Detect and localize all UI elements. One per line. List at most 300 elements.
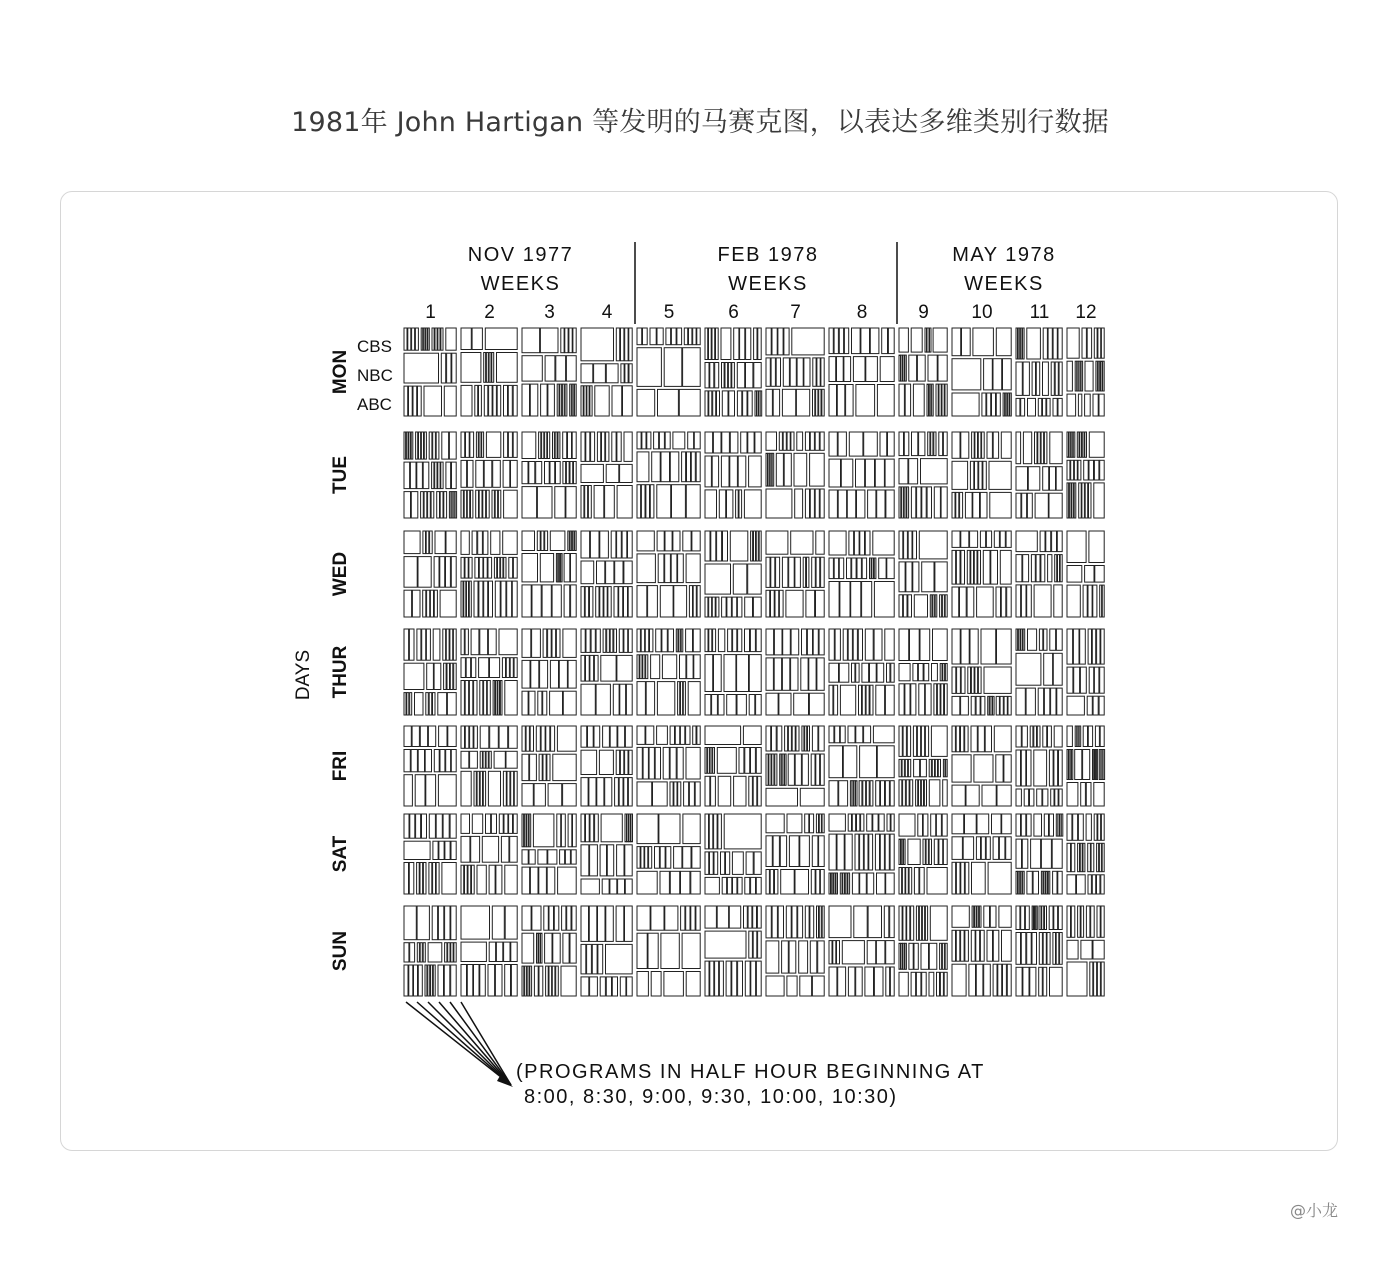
mosaic-tile bbox=[885, 685, 894, 715]
mosaic-tile bbox=[911, 906, 914, 940]
mosaic-tile bbox=[600, 531, 609, 558]
mosaic-tile bbox=[447, 353, 451, 383]
mosaic-tile bbox=[530, 384, 538, 416]
mosaic-tile bbox=[870, 328, 879, 354]
mosaic-tile bbox=[553, 933, 560, 963]
mosaic-tile bbox=[880, 357, 894, 382]
mosaic-tile bbox=[829, 873, 831, 894]
mosaic-tile bbox=[922, 487, 926, 518]
mosaic-tile bbox=[406, 432, 408, 459]
mosaic-tile bbox=[904, 839, 906, 864]
mosaic-tile bbox=[1055, 789, 1058, 806]
mosaic-tile bbox=[1023, 362, 1029, 395]
mosaic-tile bbox=[625, 906, 633, 941]
mosaic-tile bbox=[852, 663, 855, 682]
mosaic-tile bbox=[1094, 814, 1097, 840]
mosaic-tile bbox=[946, 759, 948, 776]
mosaic-tile bbox=[758, 776, 762, 806]
mosaic-tile bbox=[938, 759, 940, 776]
mosaic-tile bbox=[1016, 328, 1018, 359]
mosaic-tile bbox=[424, 432, 426, 459]
mosaic-tile bbox=[413, 386, 417, 416]
mosaic-tile bbox=[809, 658, 816, 690]
mosaic-tile bbox=[504, 814, 508, 833]
mosaic-tile bbox=[847, 490, 855, 518]
mosaic-tile bbox=[857, 490, 865, 518]
mosaic-tile bbox=[686, 747, 700, 779]
mosaic-tile bbox=[913, 726, 916, 756]
mosaic-tile bbox=[693, 328, 696, 345]
week-number: 3 bbox=[544, 302, 555, 323]
mosaic-tile bbox=[911, 328, 922, 352]
mosaic-tile bbox=[717, 748, 736, 774]
mosaic-tile bbox=[749, 931, 753, 958]
mosaic-tile bbox=[451, 492, 453, 518]
mosaic-tile bbox=[529, 691, 535, 715]
mosaic-tile bbox=[750, 629, 755, 652]
mosaic-tile bbox=[637, 655, 639, 679]
mosaic-tile bbox=[766, 629, 774, 655]
mosaic-tile bbox=[461, 681, 464, 716]
mosaic-tile bbox=[615, 561, 623, 584]
mosaic-tile bbox=[899, 595, 903, 617]
mosaic-tile bbox=[504, 942, 510, 961]
mosaic-tile bbox=[452, 462, 457, 489]
mosaic-tile bbox=[527, 966, 529, 996]
week-number: 8 bbox=[856, 302, 868, 323]
mosaic-tile bbox=[631, 814, 633, 842]
mosaic-tile bbox=[940, 664, 942, 681]
mosaic-tile bbox=[874, 582, 894, 618]
mosaic-tile bbox=[917, 487, 921, 518]
mosaic-tile bbox=[448, 726, 456, 747]
mosaic-tile bbox=[880, 432, 887, 456]
mosaic-tile bbox=[453, 629, 456, 660]
mosaic-tile bbox=[1049, 493, 1062, 518]
mosaic-tile bbox=[581, 486, 584, 519]
mosaic-tile bbox=[792, 328, 824, 355]
mosaic-chart bbox=[61, 192, 1339, 1152]
mosaic-tile bbox=[717, 906, 728, 928]
mosaic-tile bbox=[938, 355, 947, 381]
mosaic-tile bbox=[417, 863, 420, 895]
mosaic-tile bbox=[811, 754, 815, 785]
mosaic-tile bbox=[449, 492, 451, 518]
mosaic-tile bbox=[541, 384, 548, 416]
mosaic-tile bbox=[1016, 789, 1021, 806]
mosaic-tile bbox=[447, 693, 456, 715]
mosaic-tile bbox=[537, 531, 540, 551]
mosaic-tile bbox=[1030, 789, 1034, 806]
mosaic-tile bbox=[1020, 871, 1022, 894]
mosaic-tile bbox=[423, 863, 426, 895]
mosaic-tile bbox=[829, 726, 834, 743]
mosaic-tile bbox=[1089, 460, 1094, 480]
mosaic-tile bbox=[444, 386, 456, 416]
mosaic-tile bbox=[450, 814, 456, 838]
mosaic-tile bbox=[822, 389, 824, 416]
mosaic-tile bbox=[829, 967, 837, 996]
mosaic-tile bbox=[724, 655, 736, 692]
mosaic-tile bbox=[910, 629, 920, 661]
mosaic-tile bbox=[538, 691, 542, 715]
mosaic-tile bbox=[662, 655, 676, 679]
annotation-group bbox=[406, 1002, 985, 1108]
mosaic-tile bbox=[1067, 432, 1069, 457]
mosaic-tile bbox=[507, 771, 510, 806]
mosaic-tile bbox=[424, 492, 427, 518]
mosaic-tile bbox=[453, 492, 455, 518]
mosaic-tile bbox=[766, 358, 770, 386]
mosaic-tile bbox=[603, 726, 610, 747]
mosaic-tile bbox=[637, 629, 640, 652]
mosaic-tile bbox=[772, 726, 777, 751]
mosaic-tile bbox=[919, 531, 947, 559]
mosaic-tile bbox=[970, 629, 978, 664]
mosaic-tile bbox=[714, 814, 718, 849]
mosaic-tile bbox=[581, 364, 593, 383]
mosaic-tile bbox=[934, 684, 937, 715]
mosaic-tile bbox=[601, 814, 622, 842]
mosaic-tile bbox=[712, 456, 718, 487]
mosaic-tile bbox=[965, 726, 968, 752]
mosaic-tile bbox=[525, 966, 527, 996]
mosaic-tile bbox=[438, 693, 447, 715]
mosaic-tile bbox=[782, 658, 789, 690]
mosaic-tile bbox=[1022, 839, 1028, 868]
mosaic-tile bbox=[604, 587, 607, 617]
mosaic-tile bbox=[1043, 933, 1046, 965]
mosaic-tile bbox=[563, 784, 577, 806]
mosaic-tile bbox=[831, 873, 833, 894]
mosaic-tile bbox=[856, 781, 858, 806]
mosaic-tile bbox=[839, 558, 843, 579]
mosaic-tile bbox=[899, 328, 908, 352]
mosaic-tile bbox=[691, 452, 695, 482]
mosaic-tile bbox=[856, 663, 859, 682]
mosaic-tile bbox=[417, 943, 419, 962]
mosaic-tile bbox=[597, 561, 605, 584]
mosaic-tile bbox=[939, 384, 941, 416]
mosaic-tile bbox=[567, 906, 571, 930]
mosaic-tile bbox=[454, 663, 457, 689]
mosaic-tile bbox=[961, 862, 965, 894]
mosaic-tile bbox=[625, 814, 627, 842]
mosaic-tile bbox=[575, 384, 577, 416]
mosaic-tile bbox=[848, 629, 852, 660]
mosaic-tile bbox=[1016, 814, 1021, 836]
mosaic-tile bbox=[805, 432, 809, 450]
mosaic-tile bbox=[876, 781, 880, 806]
mosaic-tile bbox=[924, 780, 926, 806]
mosaic-tile bbox=[1099, 394, 1104, 416]
mosaic-tile bbox=[435, 531, 445, 554]
mosaic-tile bbox=[429, 693, 432, 715]
mosaic-tile bbox=[1067, 531, 1086, 563]
mosaic-tile bbox=[888, 432, 895, 456]
mosaic-tile bbox=[829, 432, 837, 456]
mosaic-tile bbox=[829, 834, 836, 870]
mosaic-tile bbox=[945, 595, 947, 617]
mosaic-tile bbox=[975, 461, 978, 489]
mosaic-tile bbox=[722, 877, 726, 894]
mosaic-tile bbox=[1016, 688, 1025, 715]
mosaic-tile bbox=[553, 432, 555, 459]
mosaic-tile bbox=[524, 814, 526, 847]
mosaic-tile bbox=[1028, 398, 1036, 416]
mosaic-tile bbox=[485, 328, 517, 350]
mosaic-tile bbox=[705, 726, 741, 745]
mosaic-tile bbox=[905, 384, 910, 416]
mosaic-tile bbox=[1034, 750, 1047, 786]
mosaic-tile bbox=[573, 814, 577, 847]
mosaic-tile bbox=[547, 867, 555, 894]
mosaic-tile bbox=[705, 432, 713, 453]
mosaic-tile bbox=[791, 629, 799, 655]
mosaic-tile bbox=[1000, 531, 1005, 547]
mosaic-tile bbox=[1051, 362, 1054, 395]
mosaic-tile bbox=[1001, 587, 1006, 617]
mosaic-tile bbox=[885, 459, 894, 487]
mosaic-tile bbox=[504, 385, 508, 416]
mosaic-tile bbox=[860, 834, 864, 870]
mosaic-tile bbox=[837, 834, 844, 870]
mosaic-tile bbox=[798, 906, 803, 938]
mosaic-tile bbox=[1039, 629, 1042, 650]
mosaic-tile bbox=[848, 967, 855, 996]
mosaic-tile bbox=[434, 557, 439, 588]
mosaic-tile bbox=[409, 386, 413, 416]
mosaic-tile bbox=[771, 590, 775, 617]
mosaic-tile bbox=[687, 452, 691, 482]
mosaic-tile bbox=[1021, 814, 1026, 836]
mosaic-tile bbox=[613, 684, 619, 715]
mosaic-tile bbox=[617, 845, 624, 876]
mosaic-tile bbox=[557, 726, 576, 751]
mosaic-tile bbox=[1083, 585, 1087, 617]
mosaic-tile bbox=[490, 726, 499, 748]
mosaic-tile bbox=[834, 685, 838, 715]
mosaic-tile bbox=[795, 870, 809, 895]
mosaic-tile bbox=[789, 941, 796, 973]
mosaic-tile bbox=[1101, 328, 1104, 358]
mosaic-tile bbox=[766, 557, 770, 587]
mosaic-tile bbox=[786, 906, 791, 938]
mosaic-tile bbox=[556, 462, 561, 484]
mosaic-tile bbox=[1016, 750, 1021, 786]
mosaic-tile bbox=[942, 943, 944, 969]
mosaic-tile bbox=[1046, 531, 1051, 552]
mosaic-tile bbox=[931, 814, 936, 836]
mosaic-tile bbox=[1043, 967, 1047, 996]
mosaic-tile bbox=[676, 629, 678, 652]
mosaic-tile bbox=[849, 432, 863, 456]
mosaic-tile bbox=[601, 655, 616, 681]
mosaic-tile bbox=[919, 684, 925, 715]
mosaic-tile bbox=[408, 328, 411, 350]
mosaic-tile bbox=[549, 966, 552, 996]
mosaic-tile bbox=[1058, 555, 1060, 582]
mosaic-tile bbox=[810, 489, 814, 518]
pointer-line bbox=[417, 1002, 511, 1085]
mosaic-tile bbox=[745, 961, 750, 996]
mosaic-tile bbox=[1079, 483, 1082, 518]
mosaic-tile bbox=[1098, 328, 1101, 358]
mosaic-tile bbox=[965, 930, 969, 961]
mosaic-tile bbox=[483, 771, 485, 806]
mosaic-tile bbox=[466, 432, 470, 457]
mosaic-tile bbox=[496, 942, 502, 961]
mosaic-tile bbox=[651, 655, 660, 679]
mosaic-tile bbox=[483, 490, 486, 518]
mosaic-tile bbox=[646, 682, 654, 715]
mosaic-tile bbox=[829, 781, 838, 806]
mosaic-tile bbox=[931, 726, 947, 756]
mosaic-tile bbox=[643, 328, 648, 345]
mosaic-tile bbox=[568, 531, 570, 551]
mosaic-tile bbox=[754, 852, 761, 875]
mosaic-tile bbox=[1032, 362, 1035, 395]
mosaic-tile bbox=[996, 696, 999, 715]
mosaic-tile bbox=[472, 328, 482, 350]
mosaic-tile bbox=[539, 933, 541, 963]
week-number: 5 bbox=[663, 302, 675, 323]
mosaic-tile bbox=[563, 933, 569, 963]
mosaic-tile bbox=[461, 557, 464, 578]
mosaic-tile bbox=[1078, 814, 1083, 840]
mosaic-tile bbox=[1031, 839, 1041, 868]
mosaic-tile bbox=[548, 384, 555, 416]
mosaic-tile bbox=[697, 586, 700, 617]
mosaic-tile bbox=[522, 531, 535, 551]
mosaic-tile bbox=[884, 906, 889, 938]
mosaic-tile bbox=[411, 432, 413, 459]
mosaic-tile bbox=[1067, 394, 1076, 416]
mosaic-tile bbox=[606, 464, 619, 482]
mosaic-tile bbox=[513, 432, 517, 457]
mosaic-tile bbox=[404, 863, 409, 895]
mosaic-tile bbox=[879, 814, 884, 831]
mosaic-tile bbox=[648, 586, 658, 617]
mosaic-tile bbox=[905, 355, 907, 381]
mosaic-tile bbox=[581, 561, 594, 584]
mosaic-tile bbox=[902, 868, 905, 895]
mosaic-tile bbox=[461, 726, 465, 748]
mosaic-tile bbox=[637, 871, 657, 894]
mosaic-tile bbox=[1067, 328, 1079, 358]
mosaic-tile bbox=[522, 867, 530, 894]
mosaic-tile bbox=[511, 942, 517, 961]
mosaic-tile bbox=[908, 759, 910, 776]
mosaic-tile bbox=[905, 684, 910, 715]
mosaic-tile bbox=[561, 328, 564, 353]
mosaic-tile bbox=[1034, 814, 1042, 836]
mosaic-tile bbox=[899, 562, 905, 592]
mosaic-tile bbox=[489, 865, 495, 894]
mosaic-tile bbox=[1078, 460, 1081, 480]
mosaic-tile bbox=[812, 976, 824, 996]
mosaic-tile bbox=[856, 967, 863, 996]
mosaic-tile bbox=[934, 487, 940, 518]
mosaic-tile bbox=[910, 780, 913, 806]
mosaic-tile bbox=[1027, 750, 1032, 786]
mosaic-tile bbox=[1082, 328, 1086, 358]
mosaic-tile bbox=[660, 871, 669, 894]
mosaic-tile bbox=[571, 585, 577, 617]
mosaic-tile bbox=[671, 328, 676, 345]
mosaic-tile bbox=[766, 754, 768, 785]
mosaic-tile bbox=[999, 837, 1005, 860]
mosaic-tile bbox=[923, 814, 928, 836]
mosaic-tile bbox=[470, 751, 478, 768]
mosaic-tile bbox=[497, 385, 501, 416]
mosaic-tile bbox=[657, 682, 674, 715]
mosaic-tile bbox=[788, 754, 794, 785]
mosaic-tile bbox=[891, 663, 894, 682]
mosaic-tile bbox=[738, 456, 746, 487]
mosaic-tile bbox=[545, 933, 552, 963]
mosaic-tile bbox=[739, 748, 744, 774]
mosaic-tile bbox=[653, 782, 668, 806]
mosaic-tile bbox=[1058, 871, 1062, 894]
mosaic-tile bbox=[942, 384, 944, 416]
mosaic-tile bbox=[797, 358, 803, 386]
mosaic-tile bbox=[522, 784, 533, 806]
mosaic-tile bbox=[682, 452, 686, 482]
mosaic-tile bbox=[1077, 361, 1079, 391]
mosaic-tile bbox=[550, 462, 555, 484]
mosaic-tile bbox=[461, 906, 490, 939]
mosaic-tile bbox=[921, 459, 948, 484]
mosaic-tile bbox=[614, 587, 618, 617]
mosaic-tile bbox=[1003, 964, 1007, 996]
mosaic-tile bbox=[439, 726, 447, 747]
mosaic-tile bbox=[917, 355, 925, 381]
mosaic-tile bbox=[901, 355, 903, 381]
mosaic-tile bbox=[929, 384, 931, 416]
mosaic-tile bbox=[1048, 871, 1050, 894]
mosaic-tile bbox=[444, 965, 450, 996]
weeks-label: WEEKS bbox=[728, 273, 808, 295]
mosaic-tile bbox=[1058, 328, 1062, 359]
mosaic-tile bbox=[1057, 531, 1062, 552]
mosaic-tile bbox=[461, 531, 469, 554]
mosaic-tile bbox=[472, 814, 482, 833]
mosaic-tile bbox=[753, 597, 761, 617]
mosaic-tile bbox=[563, 629, 576, 657]
mosaic-tile bbox=[805, 489, 809, 518]
mosaic-tile bbox=[888, 328, 894, 354]
mosaic-tile bbox=[679, 629, 681, 652]
mosaic-tile bbox=[877, 385, 894, 417]
mosaic-tile bbox=[985, 726, 991, 752]
mosaic-tile bbox=[844, 357, 851, 382]
mosaic-tile bbox=[488, 557, 492, 578]
mosaic-tile bbox=[544, 906, 549, 930]
mosaic-tile bbox=[877, 746, 894, 778]
mosaic-tile bbox=[590, 655, 594, 681]
mosaic-tile bbox=[816, 590, 825, 617]
mosaic-tile bbox=[1089, 432, 1104, 457]
mosaic-tile bbox=[428, 726, 435, 747]
mosaic-tile bbox=[859, 685, 862, 715]
mosaic-tile bbox=[617, 486, 632, 519]
mosaic-tile bbox=[619, 587, 623, 617]
mosaic-tile bbox=[822, 906, 824, 938]
mosaic-tile bbox=[467, 490, 469, 518]
mosaic-tile bbox=[581, 531, 590, 558]
mosaic-tile bbox=[574, 462, 577, 484]
